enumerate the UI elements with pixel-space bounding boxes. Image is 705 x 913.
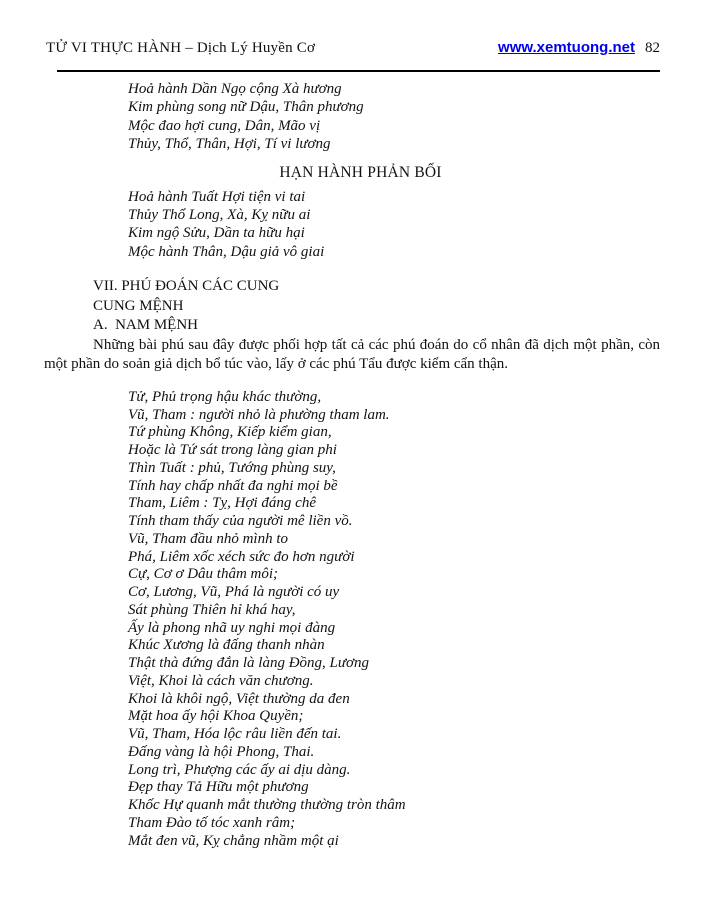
verse-line: Long trì, Phượng các ấy ai dịu dàng. — [128, 761, 351, 778]
verse-line: Tính tham thấy của người mê liền vồ. — [128, 513, 353, 529]
verse-line: Vũ, Tham, Hóa lộc râu liền đến tai. — [128, 726, 342, 742]
verse-line: Kim phùng song nữ Dậu, Thân phương — [128, 99, 364, 116]
verse-line: Tính hay chấp nhất đa nghi mọi bề — [128, 477, 338, 494]
header-right — [498, 39, 660, 57]
verse-block-han-hanh — [128, 188, 705, 262]
verse-block-phu-doan — [128, 389, 705, 851]
verse-line: Việt, Khoi là cách văn chương. — [128, 672, 314, 689]
sub-heading-nam-menh: A. NAM MỆNH — [93, 317, 198, 334]
verse-block-five-elements — [128, 80, 705, 154]
verse-line: Tử, Phủ trọng hậu khác thường, — [128, 388, 322, 405]
verse-line: Sát phùng Thiên hỉ khá hay, — [128, 601, 296, 618]
verse-line: Tham, Liêm : Tỵ, Hợi đáng chê — [128, 495, 316, 512]
verse-line: Cự, Cơ ơ Dâu thâm môi; — [128, 566, 279, 583]
verse-line: Khốc Hự quanh mắt thường thường tròn thâm — [128, 797, 406, 813]
verse-line: Mắt đen vũ, Kỵ chẳng nhầm một ại — [128, 832, 339, 849]
website-link[interactable]: www.xemtuong.net — [498, 39, 635, 56]
verse-line: Hoả hành Dần Ngọ cộng Xà hương — [128, 81, 342, 97]
verse-line: Mộc hành Thân, Dậu giả vô giai — [128, 243, 325, 260]
verse-line: Hoặc là Tứ sát trong làng gian phi — [128, 442, 337, 458]
verse-line: Khúc Xương là đấng thanh nhàn — [128, 637, 325, 654]
verse-line: Mộc đao hợi cung, Dân, Mão vị — [128, 117, 321, 134]
verse-line: Kim ngộ Sửu, Dần ta hữu hại — [128, 225, 305, 242]
chapter-headings — [93, 277, 705, 336]
verse-line: Ấy là phong nhã uy nghi mọi đàng — [128, 619, 336, 636]
page-header — [0, 0, 705, 57]
verse-line: Thìn Tuất : phủ, Tướng phùng suy, — [128, 459, 336, 476]
verse-line: Mặt hoa ấy hội Khoa Quyền; — [128, 708, 304, 725]
book-title: TỬ VI THỰC HÀNH – Dịch Lý Huyền Cơ — [46, 40, 316, 56]
verse-line: Khoi là khôi ngộ, Việt thường da đen — [128, 690, 350, 707]
sub-heading-cung-menh: CUNG MỆNH — [93, 297, 184, 314]
verse-line: Vũ, Tham đầu nhỏ mình to — [128, 530, 289, 547]
page-number: 82 — [645, 40, 660, 56]
verse-line: Tham Đào tố tóc xanh râm; — [128, 814, 296, 831]
verse-line: Cơ, Lương, Vũ, Phá là người có uy — [128, 584, 340, 600]
verse-line: Đẹp thay Tả Hữu một phương — [128, 779, 309, 796]
verse-line: Tứ phùng Không, Kiếp kiểm gian, — [128, 424, 332, 441]
verse-line: Phá, Liêm xốc xéch sức đo hơn người — [128, 548, 355, 565]
verse-line: Thủy Thổ Long, Xà, Kỵ nữu ai — [128, 207, 311, 224]
verse-line: Vũ, Tham : người nhỏ là phường tham lam. — [128, 406, 390, 423]
verse-line: Thật thà đứng đắn là làng Đồng, Lương — [128, 655, 370, 671]
verse-line: Hoả hành Tuất Hợi tiện vi tai — [128, 188, 306, 205]
verse-line: Thủy, Thổ, Thân, Hợi, Tí vi lương — [128, 136, 331, 153]
chapter-heading: VII. PHÚ ĐOÁN CÁC CUNG — [93, 278, 280, 295]
header-divider — [57, 70, 660, 72]
intro-paragraph: Những bài phú sau đây được phối hợp tất cả các phú đoán do cổ nhân đã dịch một phần, còn một phần do soản giả dịch bổ túc vào, lấy ở các phú Tẩu được kiểm cẩn thận. — [44, 336, 660, 372]
verse-line: Đấng vàng là hội Phong, Thai. — [128, 743, 315, 760]
section-heading-han-hanh-phan-boi: HẠN HÀNH PHẢN BỐI — [279, 163, 442, 181]
